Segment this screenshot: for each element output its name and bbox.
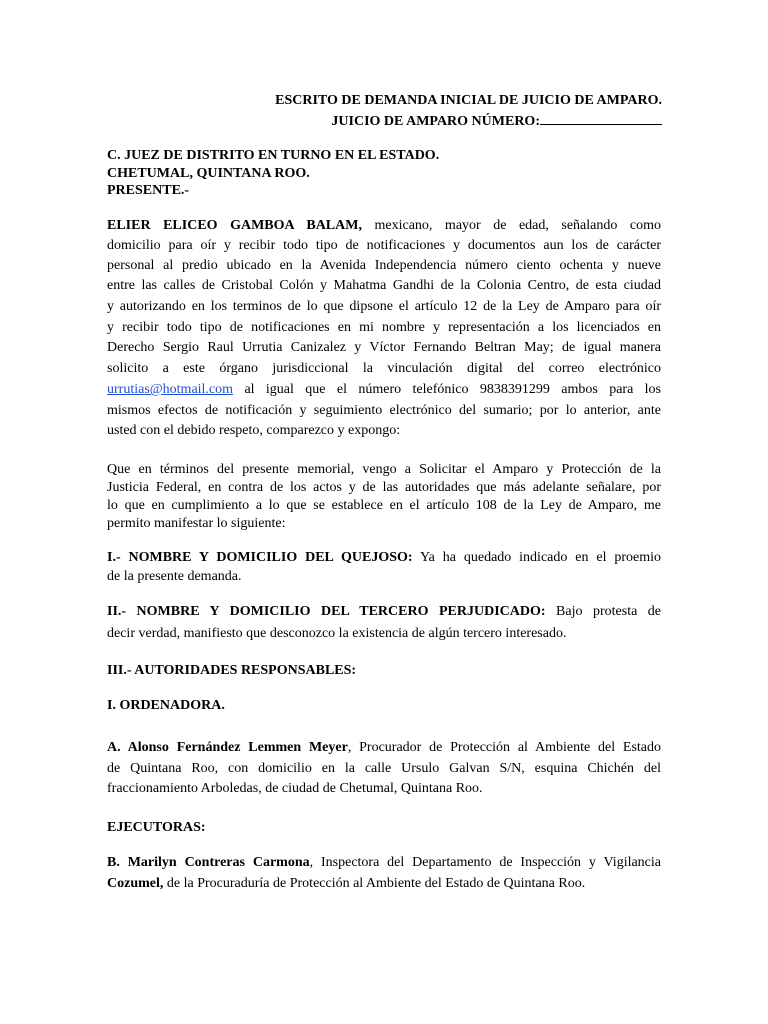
para2-line-2: Justicia Federal, en contra de los actos y de las autoridades que más adelante señalare, por bbox=[107, 480, 661, 495]
para2-line-4: permito manifestar lo siguiente: bbox=[107, 516, 286, 531]
addressee-line-1: C. JUEZ DE DISTRITO EN TURNO EN EL ESTADO. bbox=[107, 148, 440, 163]
ordenadora-line-3: fraccionamiento Arboledas, de ciudad de Chetumal, Quintana Roo. bbox=[107, 781, 483, 796]
ejecutora-name: B. Marilyn Contreras Carmona bbox=[107, 855, 310, 870]
section2-line-1 bbox=[107, 603, 661, 621]
section1-line-2: de la presente demanda. bbox=[107, 569, 242, 584]
intro-line-9 bbox=[107, 381, 661, 399]
section1-text-1: Ya ha quedado indicado en el proemio bbox=[419, 550, 661, 565]
section2-heading: II.- NOMBRE Y DOMICILIO DEL TERCERO PERJUDICADO: bbox=[107, 604, 546, 619]
ejecutoras-text-1: , Inspectora del Departamento de Inspección y Vigilancia bbox=[309, 855, 662, 870]
intro-line-11: usted con el debido respeto, comparezco y expongo: bbox=[107, 423, 401, 438]
ejecutoras-text-2: de la Procuraduría de Protección al Ambiente del Estado de Quintana Roo. bbox=[163, 876, 586, 891]
ordenadora-text-1: , Procurador de Protección al Ambiente del Estado bbox=[347, 740, 661, 755]
intro-text-1: mexicano, mayor de edad, señalando como bbox=[374, 218, 661, 233]
intro-line-1 bbox=[107, 217, 661, 235]
ordenadora-heading: I. ORDENADORA. bbox=[107, 698, 225, 713]
intro-line-4: entre las calles de Cristobal Colón y Mahatma Gandhi de la Colonia Centro, de esta ciudad bbox=[107, 278, 661, 293]
intro-line-8: solicito a este órgano jurisdiccional la vinculación digital del correo electrónico bbox=[107, 361, 661, 376]
ejecutoras-line-2 bbox=[107, 875, 585, 893]
ordenadora-name: A. Alonso Fernández Lemmen Meyer bbox=[107, 740, 348, 755]
title-line-1: ESCRITO DE DEMANDA INICIAL DE JUICIO DE AMPARO. bbox=[275, 93, 662, 108]
title-line-2: JUICIO DE AMPARO NÚMERO: bbox=[331, 114, 540, 129]
intro-line-2: domicilio para oír y recibir todo tipo de notificaciones y documentos aun los de carácter bbox=[107, 238, 661, 253]
section3-heading: III.- AUTORIDADES RESPONSABLES: bbox=[107, 663, 357, 678]
para2-line-1: Que en términos del presente memorial, vengo a Solicitar el Amparo y Protección de la bbox=[107, 462, 661, 477]
intro-text-9: al igual que el número telefónico 9838391299 ambos para los bbox=[244, 382, 662, 397]
ordenadora-line-2: de Quintana Roo, con domicilio en la calle Ursulo Galvan S/N, esquina Chichén del bbox=[107, 761, 661, 776]
case-number-blank bbox=[540, 111, 662, 125]
ordenadora-line-1 bbox=[107, 739, 661, 757]
document-title bbox=[100, 92, 662, 110]
intro-line-7: Derecho Sergio Raul Urrutia Canizalez y Víctor Fernando Beltran May; de igual manera bbox=[107, 340, 661, 355]
ejecutora-office: Cozumel, bbox=[107, 876, 164, 891]
email-link[interactable]: urrutias@hotmail.com bbox=[107, 382, 234, 397]
section1-heading: I.- NOMBRE Y DOMICILIO DEL QUEJOSO: bbox=[107, 550, 413, 565]
addressee-line-2: CHETUMAL, QUINTANA ROO. bbox=[107, 166, 310, 181]
case-number-line bbox=[100, 111, 662, 131]
addressee-line-3: PRESENTE.- bbox=[107, 183, 190, 198]
section2-line-2: decir verdad, manifiesto que desconozco la existencia de algún tercero interesado. bbox=[107, 626, 567, 641]
section2-text-1: Bajo protesta de bbox=[556, 604, 662, 619]
intro-line-5: y autorizando en los terminos de lo que dipsone el artículo 12 de la Ley de Amparo para oír bbox=[107, 299, 661, 314]
intro-line-6: y recibir todo tipo de notificaciones en mi nombre y representación a los licenciados en bbox=[107, 320, 661, 335]
intro-line-10: mismos efectos de notificación y seguimiento electrónico del sumario; por lo anterior, ante bbox=[107, 403, 661, 418]
ejecutoras-line-1 bbox=[107, 854, 661, 872]
intro-line-3: personal al predio ubicado en la Avenida Independencia número ciento ochenta y nueve bbox=[107, 258, 661, 273]
para2-line-3: lo que en cumplimiento a lo que se establece en el artículo 108 de la Ley de Amparo, me bbox=[107, 498, 661, 513]
section1-line-1 bbox=[107, 549, 661, 567]
complainant-name: ELIER ELICEO GAMBOA BALAM, bbox=[107, 218, 362, 233]
ejecutoras-heading: EJECUTORAS: bbox=[107, 820, 206, 835]
